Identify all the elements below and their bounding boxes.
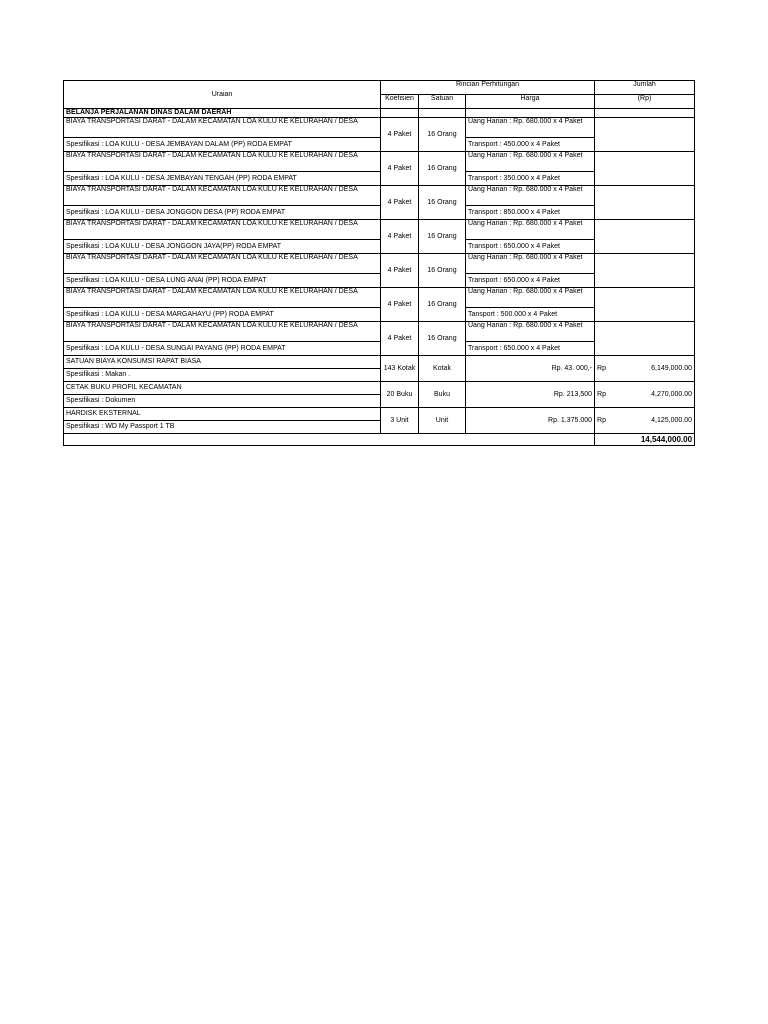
item-harga-transport: Tansport : 500.000 x 4 Paket	[466, 308, 595, 322]
section-title: BELANJA PERJALANAN DINAS DALAM DAERAH	[64, 109, 381, 118]
item-spesifikasi: Spesifikasi : LOA KULU - DESA JEMBAYAN DALAM (PP) RODA EMPAT	[64, 138, 381, 152]
item-title: BIAYA TRANSPORTASI DARAT - DALAM KECAMATAN LOA KULU KE KELURAHAN / DESA	[64, 322, 381, 342]
total-row	[64, 434, 695, 446]
item-jumlah	[595, 382, 695, 408]
header-jumlah: Jumlah	[595, 81, 695, 95]
table-row	[64, 254, 695, 274]
total-blank	[64, 434, 595, 446]
currency-label: Rp	[597, 390, 606, 398]
header-uraian: Uraian	[64, 81, 381, 109]
header-harga: Harga	[466, 95, 595, 109]
item-satuan: 16 Orang	[419, 220, 466, 254]
item-satuan: 16 Orang	[419, 254, 466, 288]
item-koefisien: 3 Unit	[381, 408, 419, 434]
item-harga-uang-harian: Uang Harian : Rp. 680.000 x 4 Paket	[466, 220, 595, 240]
item-jumlah	[595, 322, 695, 356]
item-spesifikasi: Spesifikasi : LOA KULU - DESA SUNGAI PAYANG (PP) RODA EMPAT	[64, 342, 381, 356]
empty-cell	[466, 109, 595, 118]
item-title: BIAYA TRANSPORTASI DARAT - DALAM KECAMATAN LOA KULU KE KELURAHAN / DESA	[64, 254, 381, 274]
item-jumlah	[595, 152, 695, 186]
jumlah-wrap	[597, 417, 692, 425]
item-title: BIAYA TRANSPORTASI DARAT - DALAM KECAMATAN LOA KULU KE KELURAHAN / DESA	[64, 288, 381, 308]
item-harga: Rp. 1.375.000	[466, 408, 595, 434]
item-harga-transport: Transport : 650.000 x 4 Paket	[466, 274, 595, 288]
item-koefisien: 4 Paket	[381, 186, 419, 220]
item-satuan: 16 Orang	[419, 118, 466, 152]
item-koefisien: 20 Buku	[381, 382, 419, 408]
item-spesifikasi: Spesifikasi : Makan .	[64, 369, 381, 382]
item-harga-uang-harian: Uang Harian : Rp. 680.000 x 4 Paket	[466, 186, 595, 206]
item-jumlah	[595, 220, 695, 254]
table-row	[64, 356, 695, 369]
item-harga-uang-harian: Uang Harian : Rp. 680.000 x 4 Paket	[466, 254, 595, 274]
item-satuan: Unit	[419, 408, 466, 434]
item-satuan: 16 Orang	[419, 288, 466, 322]
item-harga: Rp. 43. 000,-	[466, 356, 595, 382]
item-harga-uang-harian: Uang Harian : Rp. 680.000 x 4 Paket	[466, 322, 595, 342]
item-harga-uang-harian: Uang Harian : Rp. 680.000 x 4 Paket	[466, 288, 595, 308]
table-row	[64, 186, 695, 206]
jumlah-value: 4,125,000.00	[651, 416, 693, 424]
item-satuan: 16 Orang	[419, 152, 466, 186]
currency-label: Rp	[597, 416, 606, 424]
item-title: BIAYA TRANSPORTASI DARAT - DALAM KECAMATAN LOA KULU KE KELURAHAN / DESA	[64, 186, 381, 206]
table-row	[64, 288, 695, 308]
table-row	[64, 322, 695, 342]
item-title: BIAYA TRANSPORTASI DARAT - DALAM KECAMATAN LOA KULU KE KELURAHAN / DESA	[64, 220, 381, 240]
item-spesifikasi: Spesifikasi : LOA KULU - DESA LUNG ANAI (PP) RODA EMPAT	[64, 274, 381, 288]
item-satuan: 16 Orang	[419, 186, 466, 220]
item-title: CETAK BUKU PROFIL KECAMATAN	[64, 382, 381, 395]
item-spesifikasi: Spesifikasi : LOA KULU - DESA JONGGON DESA (PP) RODA EMPAT	[64, 206, 381, 220]
item-title: BIAYA TRANSPORTASI DARAT - DALAM KECAMATAN LOA KULU KE KELURAHAN / DESA	[64, 152, 381, 172]
item-harga: Rp. 213,500	[466, 382, 595, 408]
empty-cell	[595, 109, 695, 118]
item-jumlah	[595, 288, 695, 322]
header-koefisien: Koefisien	[381, 95, 419, 109]
item-jumlah	[595, 408, 695, 434]
item-satuan: 16 Orang	[419, 322, 466, 356]
item-harga-transport: Transport : 850.000 x 4 Paket	[466, 206, 595, 220]
currency-label: Rp	[597, 364, 606, 372]
item-title: HARDISK EKSTERNAL	[64, 408, 381, 421]
table-row	[64, 118, 695, 138]
item-spesifikasi: Spesifikasi : Dokumen	[64, 395, 381, 408]
header-rincian: Rincian Perhitungan	[381, 81, 595, 95]
budget-table	[63, 80, 695, 446]
jumlah-value: 4,270,000.00	[651, 390, 693, 398]
item-harga-transport: Transport : 450.000 x 4 Paket	[466, 138, 595, 152]
item-harga-transport: Transport : 350.000 x 4 Paket	[466, 172, 595, 186]
table-row	[64, 152, 695, 172]
item-spesifikasi: Spesifikasi : LOA KULU - DESA MARGAHAYU (PP) RODA EMPAT	[64, 308, 381, 322]
item-spesifikasi: Spesifikasi : LOA KULU - DESA JONGGON JAYA(PP) RODA EMPAT	[64, 240, 381, 254]
item-harga-transport: Transport : 650.000 x 4 Paket	[466, 342, 595, 356]
item-spesifikasi: Spesifikasi : WD My Passport 1 TB	[64, 421, 381, 434]
table-row	[64, 382, 695, 395]
item-koefisien: 4 Paket	[381, 118, 419, 152]
item-harga-transport: Transport : 650.000 x 4 Paket	[466, 240, 595, 254]
item-koefisien: 143 Kotak	[381, 356, 419, 382]
item-jumlah	[595, 186, 695, 220]
item-jumlah	[595, 356, 695, 382]
item-koefisien: 4 Paket	[381, 152, 419, 186]
item-spesifikasi: Spesifikasi : LOA KULU - DESA JEMBAYAN TENGAH (PP) RODA EMPAT	[64, 172, 381, 186]
item-jumlah	[595, 118, 695, 152]
item-jumlah	[595, 254, 695, 288]
item-satuan: Buku	[419, 382, 466, 408]
item-harga-uang-harian: Uang Harian : Rp. 680.000 x 4 Paket	[466, 152, 595, 172]
header-satuan: Satuan	[419, 95, 466, 109]
header-rp: (Rp)	[595, 95, 695, 109]
table-row	[64, 220, 695, 240]
item-title: SATUAN BIAYA KONSUMSI RAPAT BIASA	[64, 356, 381, 369]
item-title: BIAYA TRANSPORTASI DARAT - DALAM KECAMATAN LOA KULU KE KELURAHAN / DESA	[64, 118, 381, 138]
total-value: 14,544,000.00	[595, 434, 695, 446]
item-satuan: Kotak	[419, 356, 466, 382]
item-koefisien: 4 Paket	[381, 322, 419, 356]
jumlah-wrap	[597, 365, 692, 373]
empty-cell	[381, 109, 419, 118]
jumlah-value: 6,149,000.00	[651, 364, 693, 372]
item-koefisien: 4 Paket	[381, 288, 419, 322]
item-koefisien: 4 Paket	[381, 220, 419, 254]
jumlah-wrap	[597, 391, 692, 399]
item-harga-uang-harian: Uang Harian : Rp. 680.000 x 4 Paket	[466, 118, 595, 138]
table-row	[64, 408, 695, 421]
empty-cell	[419, 109, 466, 118]
item-koefisien: 4 Paket	[381, 254, 419, 288]
